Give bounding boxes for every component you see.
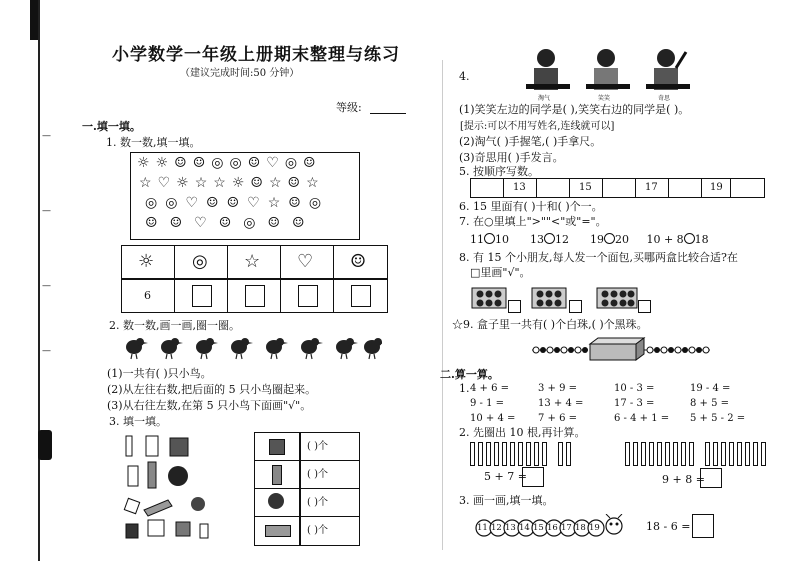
box-icon xyxy=(128,466,138,486)
shape: ◎ xyxy=(308,195,330,211)
stick-icon xyxy=(566,442,571,466)
stick-icon xyxy=(737,442,742,466)
shape: ☼ xyxy=(155,155,175,171)
shape: ☆ xyxy=(268,175,288,191)
count-table xyxy=(121,245,388,313)
calc-item: 19 - 4 = xyxy=(690,383,731,394)
cube-icon xyxy=(170,438,188,456)
compare-circle[interactable] xyxy=(604,233,615,244)
q2-text: 2. 数一数,画一画,圈一圈。 xyxy=(109,319,240,332)
cube-icon xyxy=(124,498,139,513)
star-icon: ☆ xyxy=(244,251,261,272)
cylinder-icon xyxy=(272,465,282,485)
solids-blank-1[interactable]: ( )个 xyxy=(307,441,328,452)
q2-line-2: (2)从左往右数,把后面的 5 只小鸟圈起来。 xyxy=(107,383,317,396)
binding-mark-1: — xyxy=(42,131,51,141)
stick-icon xyxy=(633,442,638,466)
count-smiley-box[interactable] xyxy=(351,285,371,307)
kid-icon xyxy=(646,49,690,90)
shape: ☺ xyxy=(226,195,248,211)
stick-icon xyxy=(526,442,531,466)
answer-box-1[interactable] xyxy=(522,467,544,487)
calc-item: 5 + 5 - 2 = xyxy=(690,413,746,424)
shape: ☺ xyxy=(250,175,269,191)
stick-icon xyxy=(486,442,491,466)
bird-icon xyxy=(126,338,148,359)
binding-mark-4: — xyxy=(42,346,51,356)
cuboid-icon xyxy=(265,525,291,537)
sequence-13: 13 xyxy=(513,182,526,193)
caterpillar-head-icon xyxy=(606,518,622,534)
sequence-19: 19 xyxy=(710,182,723,193)
grade-blank[interactable] xyxy=(370,113,406,114)
shape: ☼ xyxy=(176,175,195,191)
bread-svg xyxy=(470,282,650,314)
cube-icon xyxy=(269,439,285,455)
bread-checkbox-1[interactable] xyxy=(508,300,521,313)
stick-icon xyxy=(657,442,662,466)
count-sun-value: 6 xyxy=(144,289,151,302)
shape: ♡ xyxy=(266,155,285,171)
page-title: 小学数学一年级上册期末整理与练习 xyxy=(112,45,400,65)
shape: ☆ xyxy=(194,175,214,191)
q2-line-3: (3)从右往左数,在第 5 只小鸟下面画"√"。 xyxy=(107,399,312,412)
shape: ☺ xyxy=(267,215,293,231)
calc-item: 10 + 4 = xyxy=(470,413,516,424)
calc-item: 6 - 4 + 1 = xyxy=(614,413,670,424)
bread-box-icon xyxy=(597,288,637,308)
q2-eq-1: 5 + 7 = xyxy=(484,470,527,483)
shape: ◎ xyxy=(243,215,268,231)
q4-num: 4. xyxy=(459,70,470,83)
compare-circle[interactable] xyxy=(684,233,695,244)
bird-icon xyxy=(266,338,288,359)
calc-item: 4 + 6 = xyxy=(470,383,510,394)
stick-icon xyxy=(665,442,670,466)
stick-icon xyxy=(494,442,499,466)
bread-box-icon xyxy=(472,288,506,308)
sticks-right xyxy=(625,442,769,470)
shape: ☺ xyxy=(192,155,212,171)
solids-table xyxy=(254,432,360,546)
solids-svg xyxy=(122,432,232,542)
bird-icon xyxy=(161,338,183,359)
stick-icon xyxy=(625,442,630,466)
caterpillar: 11 12 13 14 15 16 17 18 19 xyxy=(470,514,630,542)
ball-icon xyxy=(191,497,205,511)
cylinder-icon xyxy=(126,436,132,456)
section1-heading: 一.填一填。 xyxy=(82,120,141,133)
sequence-strip xyxy=(470,178,765,198)
shape: ♡ xyxy=(194,215,219,231)
birds-svg xyxy=(122,335,382,361)
bread-checkbox-3[interactable] xyxy=(638,300,651,313)
shape: ☆ xyxy=(267,195,289,211)
shape: ♡ xyxy=(185,195,206,211)
binding-line xyxy=(38,0,40,561)
shape: ☼ xyxy=(137,155,156,171)
kid-label-1: 淘气 xyxy=(538,95,551,102)
shape: ☆ xyxy=(213,175,232,191)
shapes-box xyxy=(130,152,360,240)
shape: ☺ xyxy=(218,215,244,231)
cube-icon xyxy=(148,520,164,536)
shape: ◎ xyxy=(165,195,186,211)
calc-item: 17 - 3 = xyxy=(614,398,655,409)
stick-icon xyxy=(761,442,766,466)
bead-string xyxy=(528,334,713,362)
q2-eq-2: 9 + 8 = xyxy=(662,473,705,486)
bird-row xyxy=(122,335,382,361)
sticks-left xyxy=(470,442,574,470)
stick-icon xyxy=(713,442,718,466)
q4-hint: [提示:可以不用写姓名,连线就可以] xyxy=(460,121,615,132)
stick-icon xyxy=(542,442,547,466)
q8-text: 8. 有 15 个小朋友,每人发一个面包,买哪两盒比较合适?在 xyxy=(459,251,738,264)
shape: ◎ xyxy=(211,155,230,171)
shape: ☆ xyxy=(139,175,158,191)
gift-box-icon xyxy=(590,338,644,360)
stick-icon xyxy=(478,442,483,466)
kids-illustration xyxy=(520,46,700,104)
calc-item: 10 - 3 = xyxy=(614,383,655,394)
section2-heading: 二.算一算。 xyxy=(440,368,499,381)
cylinder-icon xyxy=(126,524,138,538)
q9-text: ☆9. 盒子里一共有( )个白珠,( )个黑珠。 xyxy=(452,318,648,331)
shape: ☺ xyxy=(247,155,267,171)
stick-icon xyxy=(502,442,507,466)
smiley-icon: ☺ xyxy=(350,251,367,272)
q4-line-1: (1)笑笑左边的同学是( ),笑笑右边的同学是( )。 xyxy=(459,103,690,116)
bread-checkbox-2[interactable] xyxy=(569,300,582,313)
q7-items: 11 10 13 12 19 20 10 + 8 18 xyxy=(470,233,709,246)
beads-svg xyxy=(528,334,713,362)
stick-icon xyxy=(689,442,694,466)
heart-icon: ♡ xyxy=(297,251,314,272)
q4-line-2: (2)淘气( )手握笔,( )手拿尺。 xyxy=(459,135,602,148)
solids-blank-2[interactable]: ( )个 xyxy=(307,469,328,480)
kid-label-3: 奇思 xyxy=(658,95,671,102)
calc-item: 3 + 9 = xyxy=(538,383,578,394)
q3-text: 3. 填一填。 xyxy=(109,415,167,428)
ball-icon xyxy=(268,493,284,509)
bread-boxes xyxy=(470,282,650,314)
answer-box-2[interactable] xyxy=(700,468,722,488)
q7-text: 7. 在○里填上">""<"或"="。 xyxy=(459,215,607,228)
q8-text-2: □里画"√"。 xyxy=(470,266,531,279)
calc-item: 13 + 4 = xyxy=(538,398,584,409)
cylinder-icon xyxy=(200,524,208,538)
stick-icon xyxy=(641,442,646,466)
grade-label: 等级: xyxy=(336,101,362,114)
circle-icon: ◎ xyxy=(192,251,208,272)
q5-text: 5. 按顺序写数。 xyxy=(459,165,539,178)
shape: ◎ xyxy=(145,195,166,211)
stick-icon xyxy=(705,442,710,466)
count-heart-box[interactable] xyxy=(298,285,318,307)
column-divider xyxy=(442,60,443,550)
shapes-row-3 xyxy=(145,195,329,211)
shape: ☆ xyxy=(306,175,325,191)
q1-text: 1. 数一数,填一填。 xyxy=(106,136,201,149)
stick-icon xyxy=(681,442,686,466)
q4-line-3: (3)奇思用( )手发言。 xyxy=(459,151,564,164)
compare-circle[interactable] xyxy=(544,233,555,244)
stick-icon xyxy=(745,442,750,466)
binding-mark-2: — xyxy=(42,206,51,216)
binding-tag xyxy=(38,430,52,460)
kid-icon xyxy=(526,49,570,90)
q2-line-1: (1)一共有( )只小鸟。 xyxy=(107,367,212,380)
shape: ☺ xyxy=(288,195,309,211)
bird-icon xyxy=(196,338,218,359)
shape: ♡ xyxy=(247,195,268,211)
kid-label-2: 笑笑 xyxy=(598,95,611,102)
answer-box-3[interactable] xyxy=(692,514,714,538)
bird-icon xyxy=(231,338,253,359)
stick-icon xyxy=(753,442,758,466)
kid-icon xyxy=(586,49,630,90)
shapes-row-2 xyxy=(139,175,325,191)
count-circle-box[interactable] xyxy=(192,285,212,307)
bird-icon xyxy=(301,338,323,359)
ball-icon xyxy=(168,466,188,486)
count-star-box[interactable] xyxy=(245,285,265,307)
shape: ♡ xyxy=(157,175,177,191)
shape: ☺ xyxy=(145,215,170,231)
solids-blank-4[interactable]: ( )个 xyxy=(307,525,328,536)
calc-item: 8 + 5 = xyxy=(690,398,730,409)
solids-group xyxy=(122,432,232,542)
bread-box-icon xyxy=(532,288,566,308)
cylinder-icon xyxy=(148,462,156,488)
stick-icon xyxy=(534,442,539,466)
shape: ☺ xyxy=(206,195,227,211)
shape: ☺ xyxy=(303,155,322,171)
binding-bar xyxy=(30,0,38,40)
q6-text: 6. 15 里面有( )十和( )个一。 xyxy=(459,200,603,213)
shape: ☺ xyxy=(174,155,193,171)
bird-icon xyxy=(364,338,382,359)
shape: ☺ xyxy=(169,215,195,231)
page-subtitle: （建议完成时间:50 分钟） xyxy=(180,68,300,79)
cuboid-icon xyxy=(144,500,172,516)
sequence-15: 15 xyxy=(579,182,592,193)
compare-circle[interactable] xyxy=(484,233,495,244)
shape: ◎ xyxy=(229,155,248,171)
calc-item: 9 - 1 = xyxy=(470,398,505,409)
sequence-17: 17 xyxy=(645,182,658,193)
calc-label: 1. xyxy=(459,382,470,395)
cuboid-icon xyxy=(146,436,158,456)
bird-icon xyxy=(336,338,358,359)
stick-icon xyxy=(558,442,563,466)
shapes-row-4 xyxy=(145,215,317,231)
shapes-row-1 xyxy=(137,155,322,171)
stick-icon xyxy=(470,442,475,466)
stick-icon xyxy=(518,442,523,466)
solids-blank-3[interactable]: ( )个 xyxy=(307,497,328,508)
stick-icon xyxy=(510,442,515,466)
binding-mark-3: — xyxy=(42,281,51,291)
calc-item: 7 + 6 = xyxy=(538,413,578,424)
shape: ◎ xyxy=(284,155,304,171)
shape: ☺ xyxy=(292,215,317,231)
cube-icon xyxy=(176,522,190,536)
stick-icon xyxy=(649,442,654,466)
q3-eq: 18 - 6 = xyxy=(646,520,691,533)
q2-calc-text: 2. 先圈出 10 根,再计算。 xyxy=(459,426,586,439)
sun-icon: ☼ xyxy=(138,251,155,272)
q3-draw-text: 3. 画一画,填一填。 xyxy=(459,494,554,507)
stick-icon xyxy=(673,442,678,466)
shape: ☺ xyxy=(287,175,307,191)
stick-icon xyxy=(729,442,734,466)
stick-icon xyxy=(721,442,726,466)
shape: ☼ xyxy=(231,175,251,191)
